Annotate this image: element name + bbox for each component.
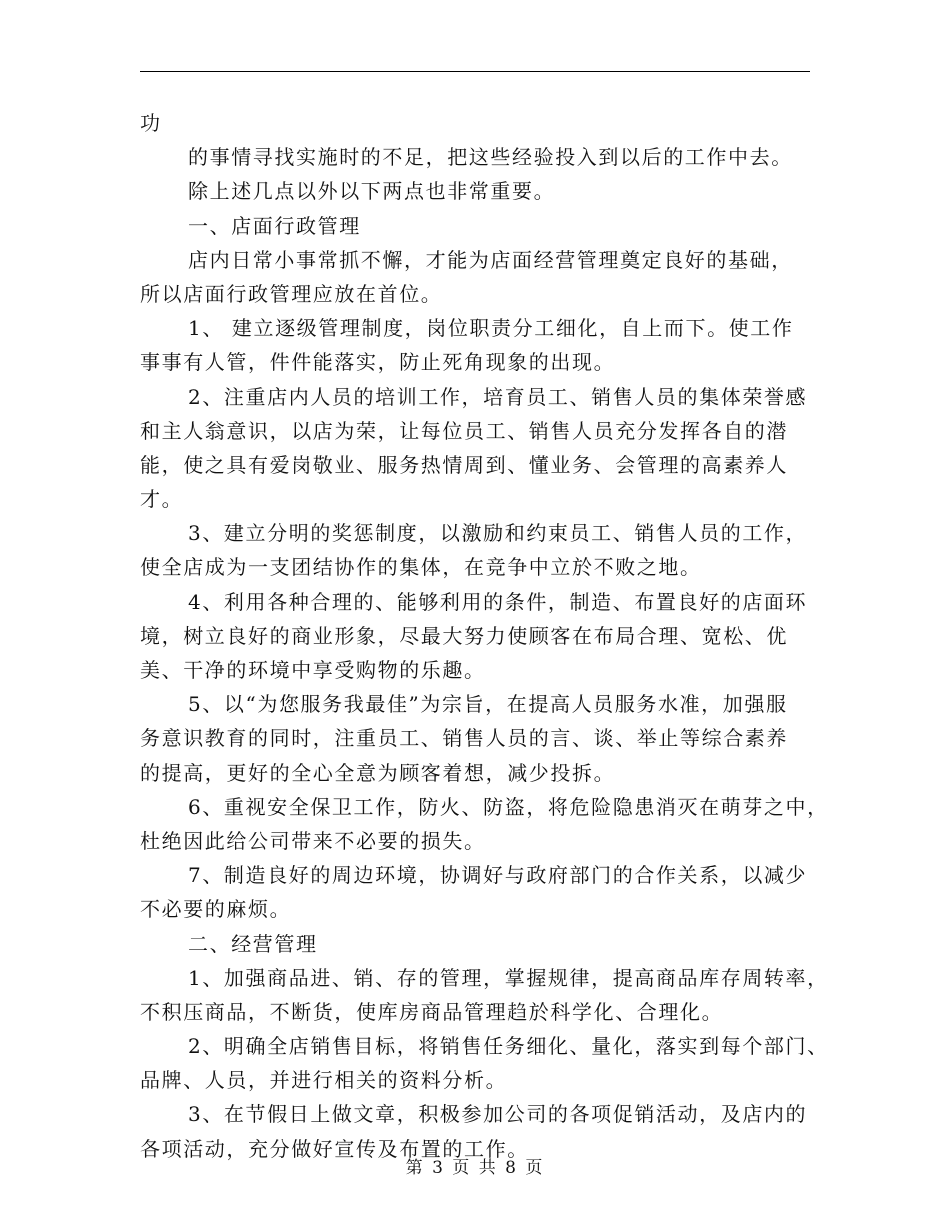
text-line: 的提高，更好的全心全意为顾客着想，减少投拆。 — [140, 760, 616, 785]
text-line: 不必要的麻烦。 — [140, 897, 292, 922]
text-line: 7、制造良好的周边环境，协调好与政府部门的合作关系，以减少 — [188, 863, 808, 888]
text-line: 二、经营管理 — [188, 931, 318, 956]
document-body — [140, 106, 829, 1166]
text-line: 一、店面行政管理 — [188, 213, 361, 238]
text-line: 2、注重店内人员的培训工作，培育员工、销售人员的集体荣誉感 — [188, 384, 808, 409]
text-line: 1、加强商品进、销、存的管理，掌握规律，提高商品库存周转率， — [188, 965, 829, 990]
text-line: 的事情寻找实施时的不足，把这些经验投入到以后的工作中去。 — [188, 145, 793, 170]
text-line: 所以店面行政管理应放在首位。 — [140, 281, 443, 306]
text-line: 能，使之具有爱岗敬业、服务热情周到、懂业务、会管理的高素养人 — [140, 452, 788, 477]
text-line: 店内日常小事常抓不懈，才能为店面经营管理奠定良好的基础， — [188, 247, 793, 272]
text-line: 1、 建立逐级管理制度，岗位职责分工细化，自上而下。使工作 — [188, 316, 794, 341]
header-rule — [140, 71, 810, 72]
text-line: 品牌、人员，并进行相关的资料分析。 — [140, 1068, 508, 1093]
text-line: 不积压商品，不断货，使库房商品管理趋於科学化、合理化。 — [140, 999, 724, 1024]
text-line: 才。 — [140, 487, 184, 512]
text-line: 3、在节假日上做文章，积极参加公司的各项促销活动，及店内的 — [188, 1102, 808, 1127]
text-line: 杜绝因此给公司带来不必要的损失。 — [140, 828, 486, 853]
text-line: 除上述几点以外以下两点也非常重要。 — [188, 179, 556, 204]
text-line: 各项活动，充分做好宣传及布置的工作。 — [140, 1136, 529, 1161]
text-line: 事事有人管，件件能落实，防止死角现象的出现。 — [140, 350, 616, 375]
text-line: 5、以“为您服务我最佳”为宗旨，在提高人员服务水准，加强服 — [188, 692, 788, 717]
text-line: 美、干净的环境中享受购物的乐趣。 — [140, 658, 486, 682]
text-line: 使全店成为一支团结协作的集体，在竞争中立於不败之地。 — [140, 555, 702, 580]
text-line: 2、明确全店销售目标，将销售任务细化、量化，落实到每个部门、 — [188, 1034, 829, 1059]
text-line: 6、重视安全保卫工作，防火、防盗，将危险隐患消灭在萌芽之中， — [188, 794, 829, 819]
text-line: 境，树立良好的商业形象，尽最大努力使顾客在布局合理、宽松、优 — [140, 623, 788, 648]
text-line: 4、利用各种合理的、能够利用的条件，制造、布置良好的店面环 — [188, 589, 808, 614]
text-line: 务意识教育的同时，注重员工、销售人员的言、谈、举止等综合素养 — [140, 726, 788, 751]
text-line: 3、建立分明的奖惩制度，以激励和约束员工、销售人员的工作， — [188, 521, 808, 546]
text-line: 和主人翁意识，以店为荣，让每位员工、销售人员充分发挥各自的潜 — [140, 418, 788, 443]
page-footer: 第 3 页 共 8 页 — [405, 1158, 545, 1178]
text-line: 功 — [140, 111, 162, 135]
